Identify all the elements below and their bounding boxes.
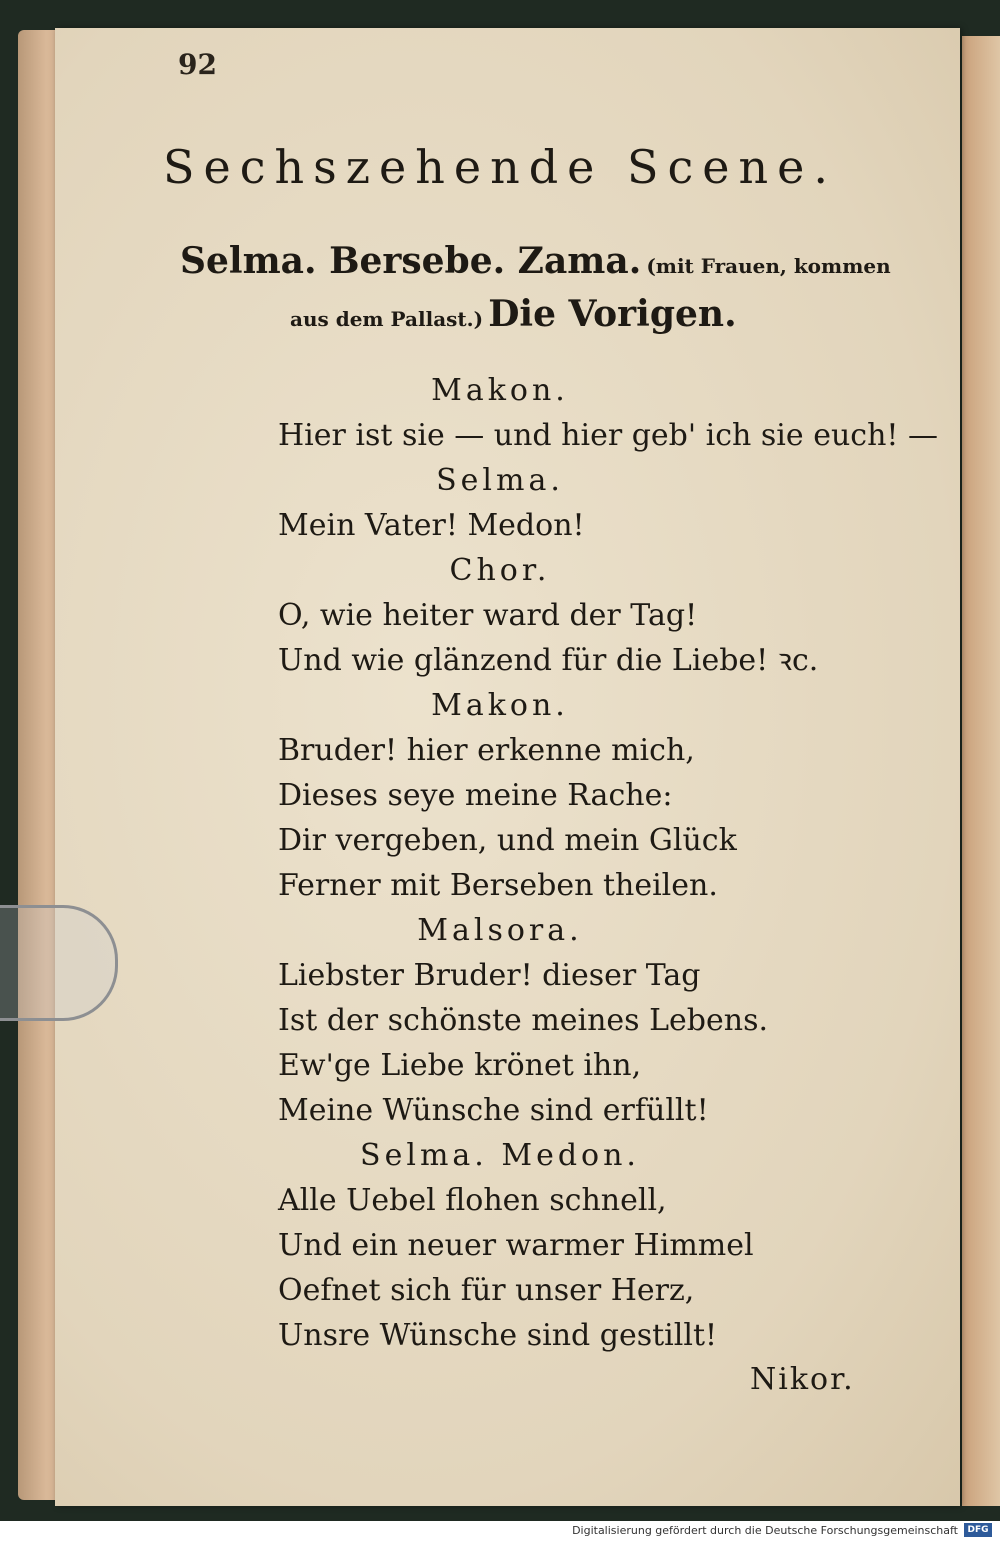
verse-line: Und ein neuer warmer Himmel [278,1228,754,1263]
dialogue-block [0,368,1000,1358]
page-number: 92 [178,48,217,81]
verse-line: Unsre Wünsche sind gestillt! [278,1318,718,1353]
stage-direction-continued: aus dem Pallast.) [290,307,484,331]
cast-list [180,240,891,282]
verse-line: O, wie heiter ward der Tag! [278,598,698,633]
verse-line: Dir vergeben, und mein Glück [278,823,737,858]
verse-line: Bruder! hier erkenne mich, [278,733,695,768]
speaker-name: Selma. [436,463,564,498]
verse-line: Liebster Bruder! dieser Tag [278,958,701,993]
footer-credit: Digitalisierung gefördert durch die Deutsche Forschungsgemeinschaft [572,1524,958,1537]
verse-line: Und wie glänzend für die Liebe! ꝛc. [278,643,819,678]
scene-title: Sechszehende Scene. [163,140,837,194]
cast-names: Selma. Bersebe. Zama. [180,240,642,282]
verse-line: Alle Uebel flohen schnell, [278,1183,667,1218]
verse-line: Oefnet sich für unser Herz, [278,1273,695,1308]
verse-line: Ferner mit Berseben theilen. [278,868,718,903]
stage-direction: (mit Frauen, kommen [646,254,891,278]
speaker-name: Malsora. [417,913,583,948]
verse-line: Ew'ge Liebe krönet ihn, [278,1048,642,1083]
verse-line: Hier ist sie — und hier geb' ich sie euch! — [278,418,938,453]
dfg-logo: DFG [964,1523,992,1537]
speaker-name: Makon. [431,688,569,723]
verse-line: Ist der schönste meines Lebens. [278,1003,769,1038]
verse-line: Mein Vater! Medon! [278,508,585,543]
verse-line: Dieses seye meine Rache: [278,778,673,813]
cast-others: Die Vorigen. [488,293,737,335]
cast-list-continued [290,293,737,335]
verse-line: Meine Wünsche sind erfüllt! [278,1093,709,1128]
catchword: Nikor. [750,1362,855,1397]
speaker-name: Makon. [431,373,569,408]
speaker-name: Chor. [449,553,551,588]
speaker-name: Selma. Medon. [360,1138,640,1173]
